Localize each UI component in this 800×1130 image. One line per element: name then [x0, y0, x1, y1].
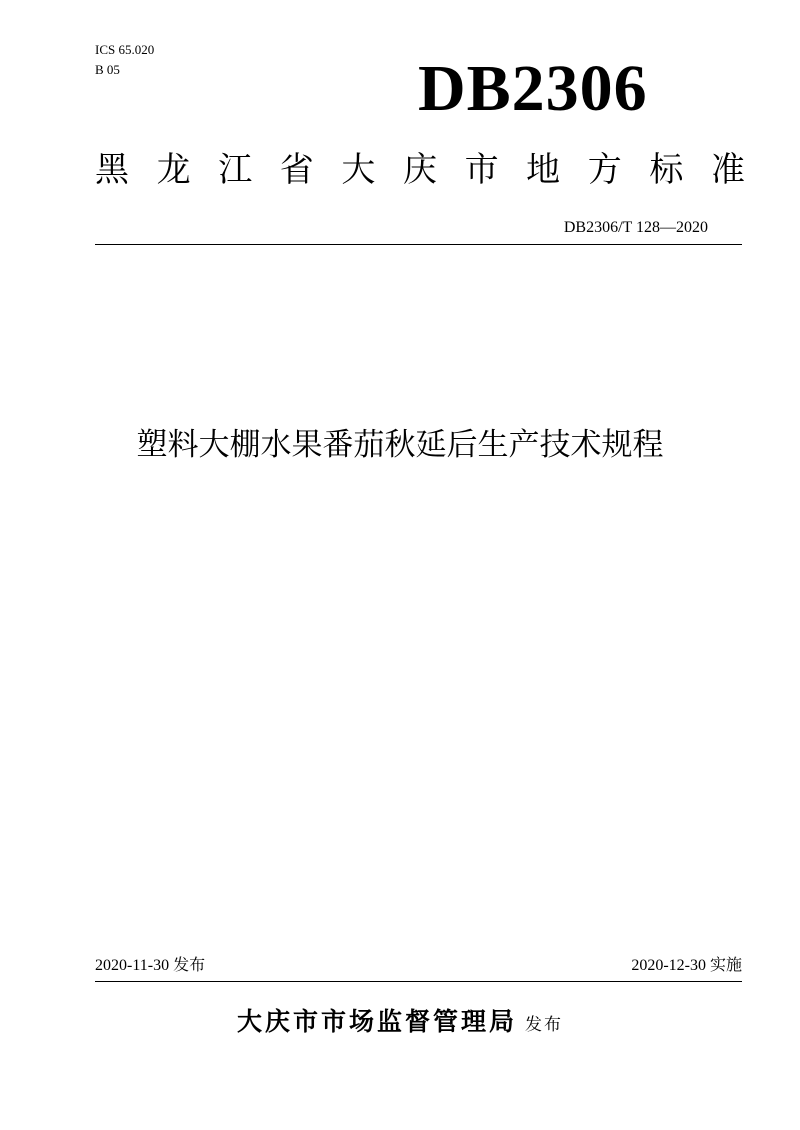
local-standard-char: 地	[526, 150, 561, 190]
issuer-organization: 大庆市市场监督管理局	[236, 1007, 517, 1036]
issuer-line	[0, 1002, 800, 1038]
classification-code: B 05	[95, 62, 120, 77]
standard-number: DB2306/T 128—2020	[563, 219, 708, 236]
local-standard-char: 庆	[402, 150, 437, 190]
local-standard-char: 省	[279, 150, 314, 190]
issue-date: 2020-11-30 发布	[95, 957, 206, 974]
local-standard-char: 方	[587, 150, 622, 190]
local-standard-char: 黑	[95, 150, 129, 190]
implementation-date: 2020-12-30 实施	[631, 957, 742, 974]
local-standard-char: 龙	[156, 150, 191, 190]
local-standard-char: 大	[341, 150, 376, 190]
document-title: 塑料大棚水果番茄秋延后生产技术规程	[136, 427, 664, 463]
standard-code: DB2306	[418, 52, 648, 125]
issuer-action: 发布	[525, 1015, 563, 1035]
local-standard-char: 准	[710, 150, 745, 190]
local-standard-heading	[95, 148, 745, 192]
ics-code: ICS 65.020	[95, 42, 155, 57]
footer-divider	[95, 981, 742, 982]
local-standard-char: 江	[218, 150, 253, 190]
local-standard-char: 标	[649, 150, 684, 190]
local-standard-char: 市	[464, 150, 499, 190]
header-divider	[95, 244, 742, 245]
